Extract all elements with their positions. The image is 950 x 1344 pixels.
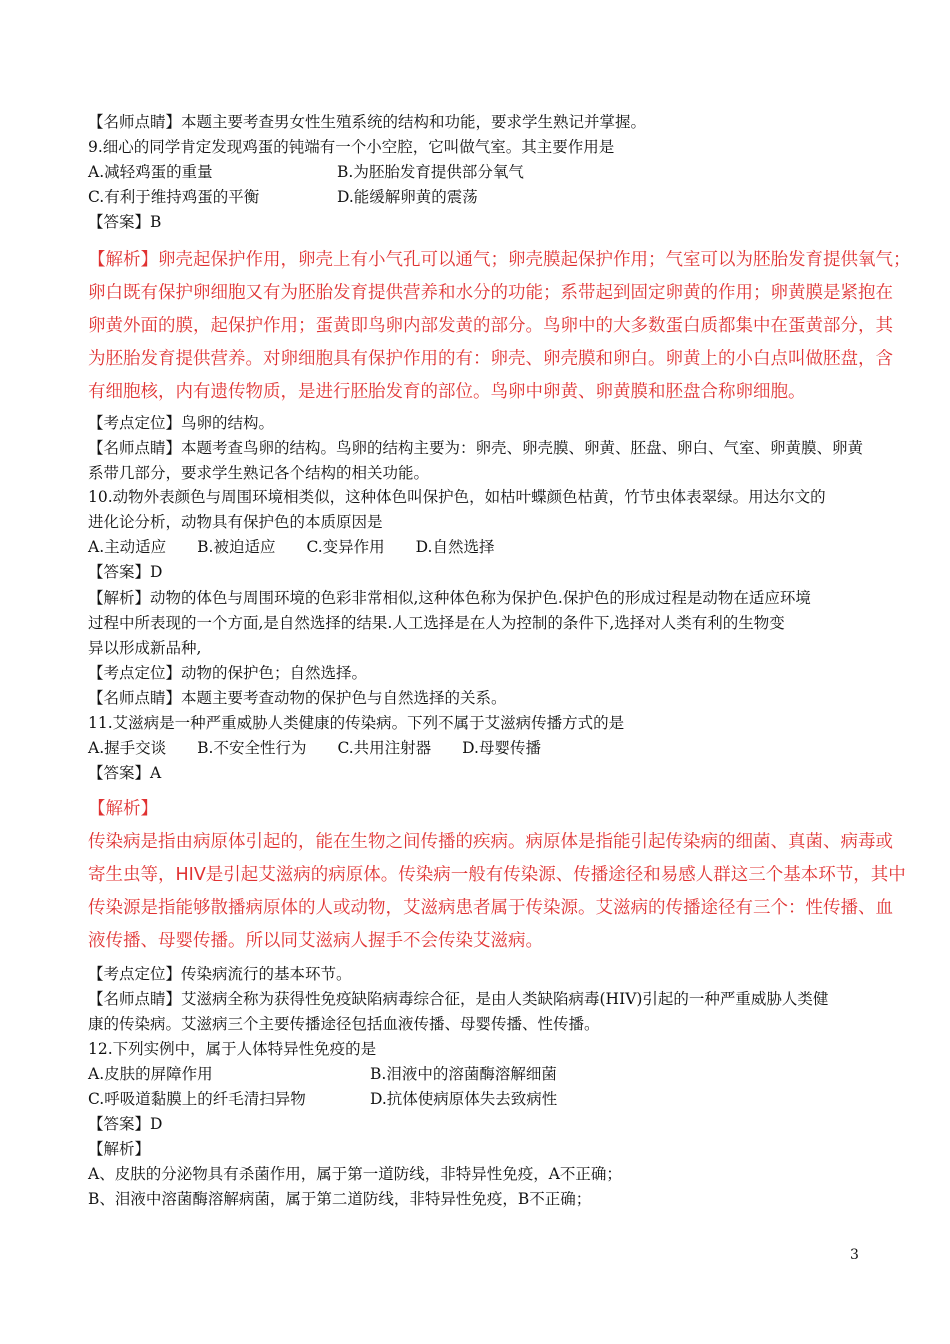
q11-key-point: 【考点定位】传染病流行的基本环节。: [88, 965, 352, 983]
q11-options: A.握手交谈 B.不安全性行为 C.共用注射器 D.母婴传播: [88, 739, 541, 757]
page-number: 3: [850, 1247, 859, 1263]
q9-analysis-line: 有细胞核，内有遗传物质，是进行胚胎发育的部位。鸟卵中卵黄、卵黄膜和胚盘合称卵细胞。: [88, 382, 806, 402]
question-12: 12.下列实例中，属于人体特异性免疫的是: [88, 1040, 377, 1058]
q9-analysis-line: 【解析】卵壳起保护作用，卵壳上有小气孔可以通气；卵壳膜起保护作用；气室可以为胚胎发育提供氧气；: [88, 250, 911, 270]
q11-analysis-line: 传染病是指由病原体引起的，能在生物之间传播的疾病。病原体是指能引起传染病的细菌、真菌、病毒或: [88, 832, 893, 852]
q9-analysis-line: 卵黄外面的膜，起保护作用；蛋黄即鸟卵内部发黄的部分。鸟卵中的大多数蛋白质都集中在蛋黄部分，其: [88, 316, 893, 336]
q11-analysis-line: 传染源是指能够散播病原体的人或动物，艾滋病患者属于传染源。艾滋病的传播途径有三个：性传播、血: [88, 898, 893, 918]
q9-option-a: A.减轻鸡蛋的重量: [88, 163, 213, 181]
question-10: 10.动物外表颜色与周围环境相类似，这种体色叫保护色，如枯叶蝶颜色枯黄，竹节虫体表翠绿。用达尔文的: [88, 488, 826, 506]
q10-analysis-line: 异以形成新品种,: [88, 639, 202, 657]
q9-analysis-line: 卵白既有保护卵细胞又有为胚胎发育提供营养和水分的功能；系带起到固定卵黄的作用；卵黄膜是紧抱在: [88, 283, 893, 303]
question-9: 9.细心的同学肯定发现鸡蛋的钝端有一个小空腔，它叫做气室。其主要作用是: [88, 138, 615, 156]
q9-teacher-comment: 【名师点睛】本题考查鸟卵的结构。鸟卵的结构主要为：卵壳、卵壳膜、卵黄、胚盘、卵白、气室、卵黄膜、卵黄: [88, 439, 864, 457]
q12-analysis-line: B、泪液中溶菌酶溶解病菌，属于第二道防线，非特异性免疫，B不正确；: [88, 1190, 592, 1208]
q11-teacher-comment: 康的传染病。艾滋病三个主要传播途径包括血液传播、母婴传播、性传播。: [88, 1015, 600, 1033]
q10-analysis-line: 【解析】动物的体色与周围环境的色彩非常相似,这种体色称为保护色.保护色的形成过程是动物在适应环境: [88, 589, 811, 607]
q9-analysis-line: 为胚胎发育提供营养。对卵细胞具有保护作用的有：卵壳、卵壳膜和卵白。卵黄上的小白点叫做胚盘，含: [88, 349, 893, 369]
q9-answer: 【答案】B: [88, 213, 162, 231]
q10-analysis-line: 过程中所表现的一个方面,是自然选择的结果.人工选择是在人为控制的条件下,选择对人类有利的生物变: [88, 614, 785, 632]
q12-analysis-line: A、皮肤的分泌物具有杀菌作用，属于第一道防线，非特异性免疫，A不正确；: [88, 1165, 622, 1183]
q9-key-point: 【考点定位】鸟卵的结构。: [88, 414, 275, 432]
q12-option-d: D.抗体使病原体失去致病性: [370, 1090, 558, 1108]
q10-answer: 【答案】D: [88, 563, 163, 581]
q11-analysis-line: 寄生虫等，HIV是引起艾滋病的病原体。传染病一般有传染源、传播途径和易感人群这三个基本环节，其中: [88, 865, 906, 885]
q11-analysis-heading: 【解析】: [88, 799, 158, 819]
teacher-comment: 【名师点睛】本题主要考查男女性生殖系统的结构和功能，要求学生熟记并掌握。: [88, 113, 647, 131]
q9-teacher-comment: 系带几部分，要求学生熟记各个结构的相关功能。: [88, 464, 430, 482]
q11-analysis-line: 液传播、母婴传播。所以同艾滋病人握手不会传染艾滋病。: [88, 931, 543, 951]
question-11: 11.艾滋病是一种严重威胁人类健康的传染病。下列不属于艾滋病传播方式的是: [88, 714, 625, 732]
q10-options: A.主动适应 B.被迫适应 C.变异作用 D.自然选择: [88, 538, 495, 556]
q11-teacher-comment: 【名师点睛】艾滋病全称为获得性免疫缺陷病毒综合征，是由人类缺陷病毒(HIV)引起的一种严重威胁人类健: [88, 990, 829, 1008]
q12-analysis-heading: 【解析】: [88, 1140, 151, 1158]
q9-option-b: B.为胚胎发育提供部分氧气: [337, 163, 524, 181]
q12-option-c: C.呼吸道黏膜上的纤毛清扫异物: [88, 1090, 306, 1108]
q10-teacher-comment: 【名师点睛】本题主要考查动物的保护色与自然选择的关系。: [88, 689, 507, 707]
q12-option-b: B.泪液中的溶菌酶溶解细菌: [370, 1065, 557, 1083]
q9-option-c: C.有利于维持鸡蛋的平衡: [88, 188, 260, 206]
q11-answer: 【答案】A: [88, 764, 162, 782]
question-10: 进化论分析，动物具有保护色的本质原因是: [88, 513, 383, 531]
q12-option-a: A.皮肤的屏障作用: [88, 1065, 213, 1083]
q9-option-d: D.能缓解卵黄的震荡: [337, 188, 478, 206]
q10-key-point: 【考点定位】动物的保护色；自然选择。: [88, 664, 368, 682]
q12-answer: 【答案】D: [88, 1115, 163, 1133]
